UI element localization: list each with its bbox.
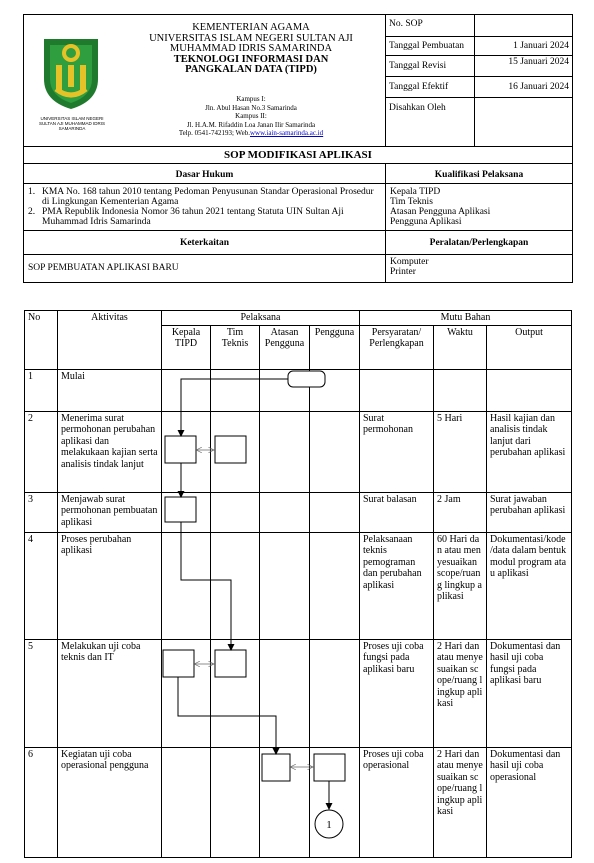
tgl-pembuatan-label: Tanggal Pembuatan	[386, 37, 475, 56]
row-aktivitas: Mulai	[58, 369, 162, 411]
row-no: 3	[25, 492, 58, 532]
process-box-kepala-2	[165, 436, 196, 463]
row-persyaratan: Surat balasan	[360, 492, 434, 532]
row-output: Surat jawaban perubahan aplikasi	[487, 492, 572, 532]
keterkaitan-value: SOP PEMBUATAN APLIKASI BARU	[24, 255, 386, 283]
row-no: 2	[25, 411, 58, 492]
disahkan-label: Disahkan Oleh	[386, 98, 475, 147]
row-output: Dokumentasi/kode /data dalam bentuk modul program atau aplikasi	[487, 532, 572, 639]
process-box-kepala-3	[165, 497, 196, 522]
logo-caption: UNIVERSITAS ISLAM NEGERI SULTAN AJI MUHAMMAD IDRIS SAMARINDA	[38, 116, 106, 131]
col-atasan-header: Atasan Pengguna	[260, 325, 310, 369]
peralatan-label: Peralatan/Perlengkapan	[386, 231, 573, 255]
kualifikasi-label: Kualifikasi Pelaksana	[386, 164, 573, 184]
row-waktu: 2 Jam	[434, 492, 487, 532]
process-box-tim-5	[215, 650, 246, 677]
row-no: 1	[25, 369, 58, 411]
row-waktu: 60 Hari dan atau menyesuaikan scope/ruang lingkup aplikasi	[434, 532, 487, 639]
tgl-revisi-label: Tanggal Revisi	[386, 56, 475, 77]
peralatan-list: Komputer Printer	[386, 255, 573, 283]
col-pengguna-header: Pengguna	[310, 325, 360, 369]
sop-title: SOP MODIFIKASI APLIKASI	[24, 147, 573, 164]
row-waktu: 2 Hari dan atau menyesuaikan scope/ruang lingkup aplikasi	[434, 747, 487, 857]
no-sop-label: No. SOP	[386, 15, 475, 37]
row-waktu: 5 Hari	[434, 411, 487, 492]
process-box-pengguna-6	[314, 754, 345, 781]
col-persyaratan-header: Persyaratan/ Perlengkapan	[360, 325, 434, 369]
process-box-tim-2	[215, 436, 246, 463]
flow-arrow	[181, 522, 231, 650]
col-kepala-header: Kepala TIPD	[162, 325, 211, 369]
institution-name: KEMENTERIAN AGAMA UNIVERSITAS ISLAM NEGERI SULTAN AJI MUHAMMAD IDRIS SAMARINDA TEKNOLOGI INFORMASI DAN PANGKALAN DATA (TIPD)	[149, 22, 353, 75]
col-tim-header: Tim Teknis	[211, 325, 260, 369]
dasar-hukum-item: 2. PMA Republik Indonesia Nomor 36 tahun 2021 tentang Statuta UIN Sultan Aji Muhammad Idris Samarinda	[28, 207, 344, 227]
keterkaitan-label: Keterkaitan	[24, 231, 386, 255]
flow-arrow	[178, 677, 276, 754]
row-aktivitas: Menerima surat permohonan perubahan aplikasi dan melakukaan kajian serta analisis tindak lanjut	[58, 411, 162, 492]
row-persyaratan: Proses uji coba fungsi pada aplikasi baru	[360, 639, 434, 747]
flow-arrow	[181, 379, 288, 436]
row-persyaratan: Surat permohonan	[360, 411, 434, 492]
col-aktivitas-header: Aktivitas	[58, 311, 162, 370]
row-waktu: 2 Hari dan atau menyesuaikan scope/ruang lingkup aplikasi	[434, 639, 487, 747]
row-output: Hasil kajian dan analisis tindak lanjut dari perubahan aplikasi	[487, 411, 572, 492]
row-output: Dokumentasi dan hasil uji coba operasional	[487, 747, 572, 857]
tgl-pembuatan-value: 1 Januari 2024	[475, 37, 573, 56]
row-persyaratan: Pelaksanaan teknis pemograman dan perubahan aplikasi	[360, 532, 434, 639]
col-no-header: No	[25, 311, 58, 370]
website-link[interactable]: www.iain-samarinda.ac.id	[249, 129, 324, 137]
row-aktivitas: Menjawab surat permohonan pembuatan aplikasi	[58, 492, 162, 532]
process-box-kepala-5	[163, 650, 194, 677]
col-pelaksana-header: Pelaksana	[162, 311, 360, 326]
row-persyaratan: Proses uji coba operasional	[360, 747, 434, 857]
tgl-revisi-value: 15 Januari 2024	[475, 56, 573, 77]
row-no: 6	[25, 747, 58, 857]
row-no: 5	[25, 639, 58, 747]
row-aktivitas: Melakukan uji coba teknis dan IT	[58, 639, 162, 747]
tgl-efektif-value: 16 Januari 2024	[475, 77, 573, 98]
connector-label: 1	[326, 819, 332, 831]
col-mutu-header: Mutu Bahan	[360, 311, 572, 326]
row-aktivitas: Proses perubahan aplikasi	[58, 532, 162, 639]
tgl-efektif-label: Tanggal Efektif	[386, 77, 475, 98]
institution-address: Kampus I: Jln. Abul Hasan No.3 Samarinda Kampus II: Jl. H.A.M. Rifaddin Loa Janan Ilir Samarinda Telp. 0541-742193; Web.www.iain-samarinda.ac.id	[178, 95, 324, 137]
row-output: Dokumentasi dan hasil uji coba fungsi pada aplikasi baru	[487, 639, 572, 747]
dasar-hukum-item: 1. KMA No. 168 tahun 2010 tentang Pedoman Penyusunan Standar Operasional Prosedur di Lingkungan Kementerian Agama	[28, 187, 374, 207]
kualifikasi-list: Kepala TIPD Tim Teknis Atasan Pengguna Aplikasi Pengguna Aplikasi	[386, 184, 573, 231]
row-aktivitas: Kegiatan uji coba operasional pengguna	[58, 747, 162, 857]
col-waktu-header: Waktu	[434, 325, 487, 369]
row-no: 4	[25, 532, 58, 639]
process-box-atasan-6	[262, 754, 290, 781]
dasar-hukum-label: Dasar Hukum	[24, 164, 386, 184]
col-output-header: Output	[487, 325, 572, 369]
start-terminator	[288, 371, 325, 387]
